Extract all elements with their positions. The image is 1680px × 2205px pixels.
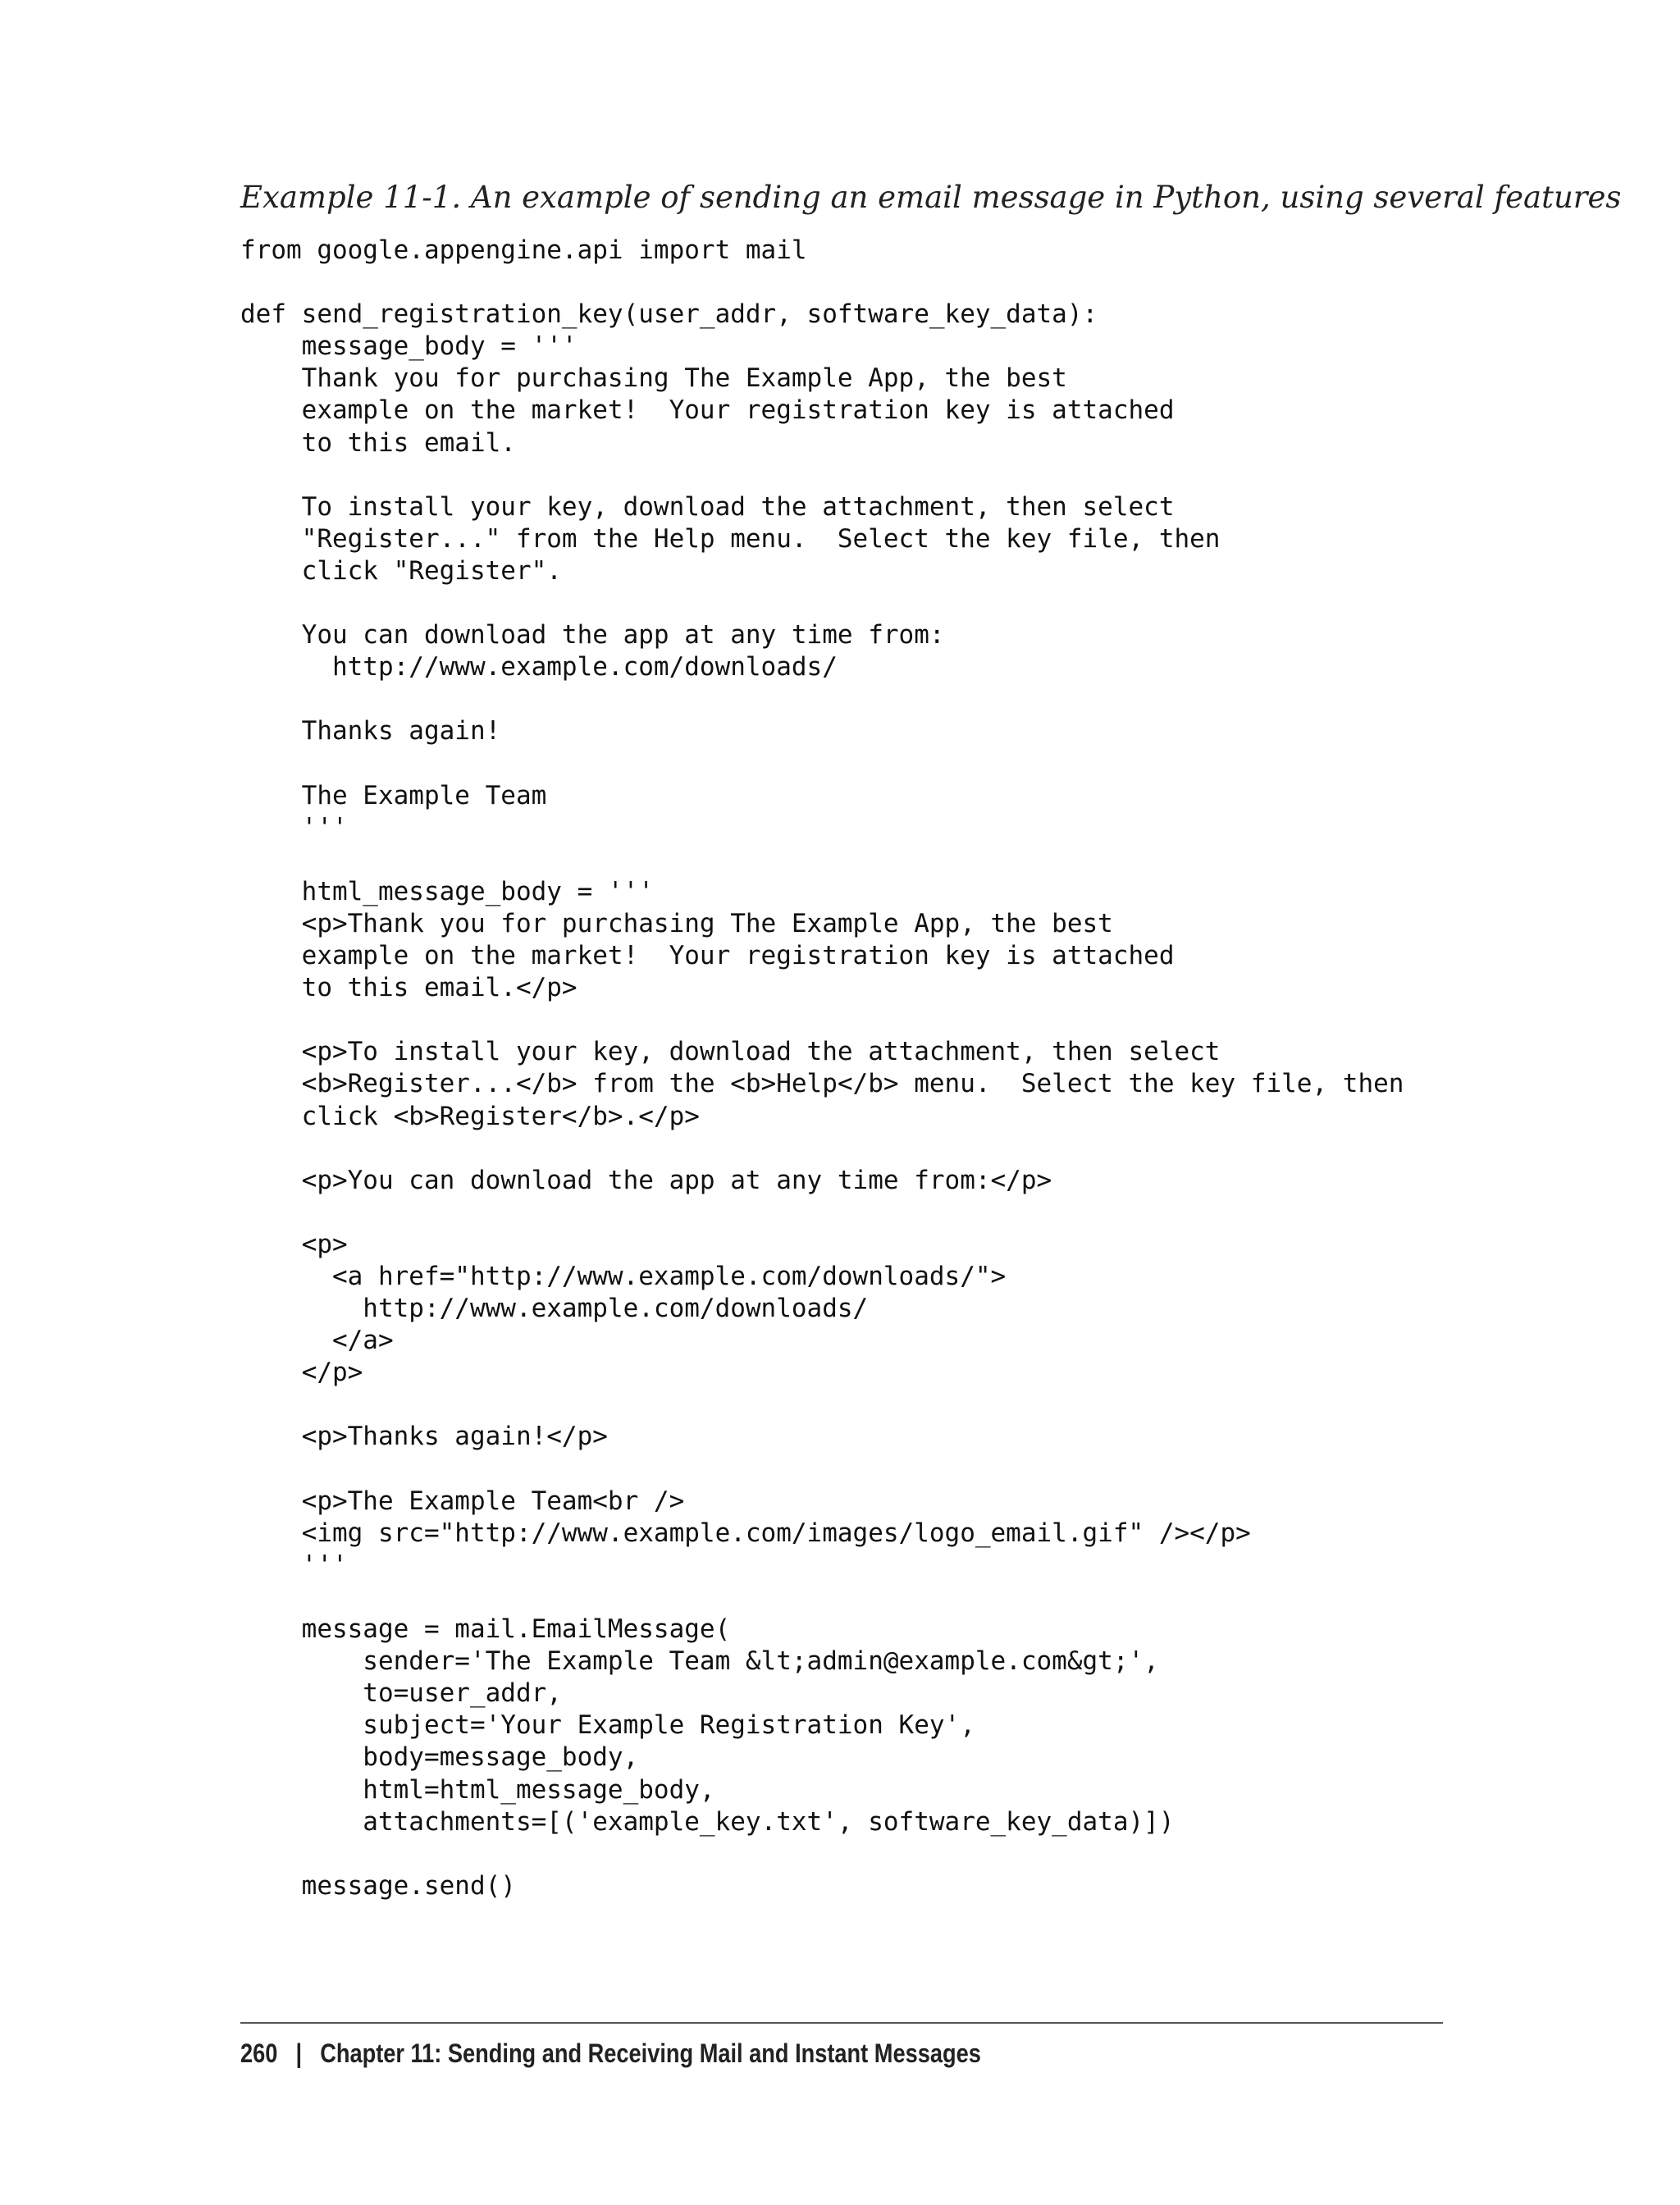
code-line: </a> bbox=[240, 1326, 394, 1356]
code-line: Thank you for purchasing The Example App, the best bbox=[240, 363, 1067, 394]
code-line bbox=[240, 1838, 1404, 1870]
code-line: </p> bbox=[240, 1358, 363, 1388]
page-number: 260 bbox=[240, 2038, 278, 2068]
code-line: message_body = ''' bbox=[240, 331, 578, 362]
page-footer bbox=[240, 2034, 981, 2072]
code-line: http://www.example.com/downloads/ bbox=[240, 1294, 869, 1324]
code-line bbox=[240, 1582, 1404, 1614]
code-listing bbox=[240, 235, 1404, 1902]
code-line: <b>Register...</b> from the <b>Help</b> menu. Select the key file, then bbox=[240, 1069, 1404, 1099]
code-line: to=user_addr, bbox=[240, 1678, 562, 1709]
code-line bbox=[240, 844, 1404, 876]
code-line bbox=[240, 1133, 1404, 1165]
code-line bbox=[240, 459, 1404, 491]
code-line: <p>The Example Team<br /> bbox=[240, 1486, 685, 1516]
code-line: <p> bbox=[240, 1229, 348, 1259]
code-line: message.send() bbox=[240, 1870, 516, 1901]
example-caption: Example 11-1. An example of sending an email message in Python, using several features bbox=[240, 180, 1622, 215]
code-line bbox=[240, 267, 1404, 299]
code-line: example on the market! Your registration key is attached bbox=[240, 395, 1175, 426]
code-line bbox=[240, 1197, 1404, 1229]
code-line bbox=[240, 748, 1404, 780]
code-line bbox=[240, 1004, 1404, 1036]
code-line bbox=[240, 1389, 1404, 1421]
code-line: The Example Team bbox=[240, 780, 547, 810]
footer-separator: | bbox=[295, 2038, 303, 2068]
chapter-title: Chapter 11: Sending and Receiving Mail and Instant Messages bbox=[320, 2038, 981, 2068]
code-line: "Register..." from the Help menu. Select the key file, then bbox=[240, 523, 1221, 554]
code-line: subject='Your Example Registration Key', bbox=[240, 1710, 975, 1741]
code-line: to this email.</p> bbox=[240, 973, 578, 1003]
code-line: http://www.example.com/downloads/ bbox=[240, 652, 838, 682]
code-line: You can download the app at any time from: bbox=[240, 620, 945, 651]
code-line: from google.appengine.api import mail bbox=[240, 235, 807, 265]
code-line: To install your key, download the attachment, then select bbox=[240, 491, 1175, 522]
code-line: Thanks again! bbox=[240, 716, 501, 746]
footer-divider bbox=[240, 2022, 1443, 2024]
code-line: def send_registration_key(user_addr, software_key_data): bbox=[240, 299, 1098, 330]
code-line: ''' bbox=[240, 1550, 348, 1580]
code-line: to this email. bbox=[240, 427, 516, 458]
code-line: html=html_message_body, bbox=[240, 1774, 715, 1805]
code-line: click "Register". bbox=[240, 555, 562, 586]
code-line: <p>Thanks again!</p> bbox=[240, 1422, 608, 1452]
code-line: <p>You can download the app at any time from:</p> bbox=[240, 1165, 1052, 1195]
code-line: attachments=[('example_key.txt', software_key_data)]) bbox=[240, 1806, 1175, 1837]
code-line: <a href="http://www.example.com/downloads/"> bbox=[240, 1262, 1007, 1291]
code-line bbox=[240, 587, 1404, 619]
code-line: click <b>Register</b>.</p> bbox=[240, 1101, 700, 1131]
code-line bbox=[240, 683, 1404, 715]
code-line: <p>To install your key, download the attachment, then select bbox=[240, 1037, 1221, 1067]
code-line: message = mail.EmailMessage( bbox=[240, 1614, 731, 1645]
code-line: <img src="http://www.example.com/images/logo_email.gif" /></p> bbox=[240, 1518, 1251, 1548]
code-line bbox=[240, 1454, 1404, 1486]
code-line: example on the market! Your registration key is attached bbox=[240, 941, 1175, 971]
code-line: <p>Thank you for purchasing The Example App, the best bbox=[240, 908, 1113, 938]
code-line: html_message_body = ''' bbox=[240, 876, 654, 906]
code-line: ''' bbox=[240, 812, 348, 842]
code-line: sender='The Example Team &lt;admin@example.com&gt;', bbox=[240, 1646, 1159, 1677]
code-line: body=message_body, bbox=[240, 1742, 639, 1773]
